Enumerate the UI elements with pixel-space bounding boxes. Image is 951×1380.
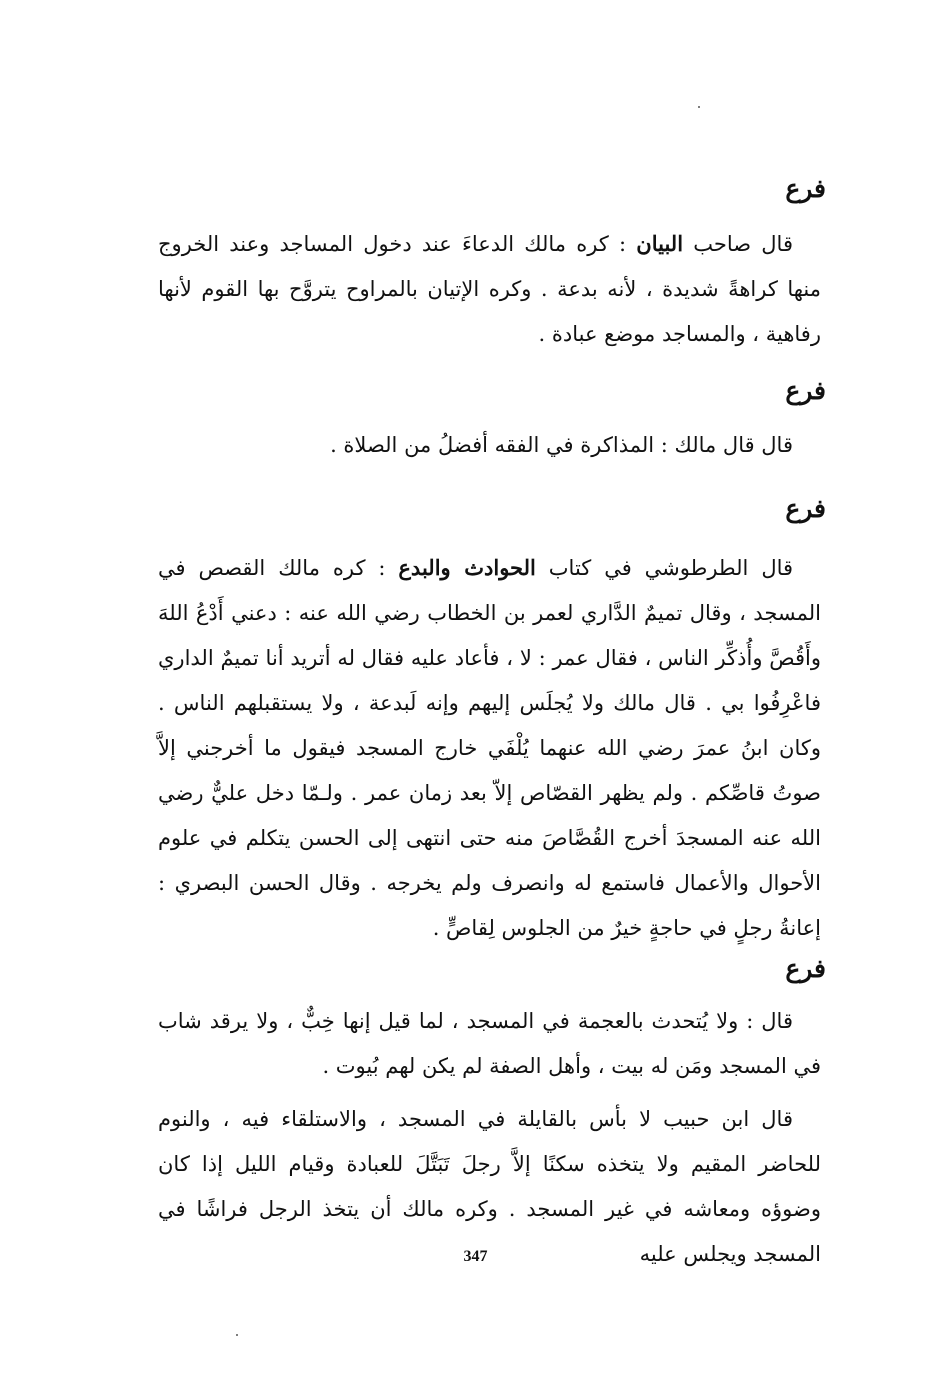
paragraph: قال قال مالك : المذاكرة في الفقه أفضلُ من الصلاة . xyxy=(330,433,793,457)
paragraph: قال صاحب البيان : كره مالك الدعاءَ عند دخول المساجد وعند الخروج منها كراهةً شديدة ، لأنه بدعة . وكره الإتيان بالمراوح يتروَّح بها القوم لأنها رفاهية ، والمساجد موضع عبادة . xyxy=(158,231,821,346)
section-heading: فرع xyxy=(785,174,826,203)
paragraph: قال : ولا يُتحدث بالعجمة في المسجد ، لما قيل إنها خِبٌّ ، ولا يرقد شاب في المسجد ومَن له بيت ، وأهل الصفة لم يكن لهم بُيوت . xyxy=(158,1009,821,1078)
section-body xyxy=(158,423,821,468)
section-body xyxy=(158,545,821,951)
section-body xyxy=(158,999,821,1277)
scan-speck xyxy=(698,106,700,108)
section-heading: فرع xyxy=(785,494,826,523)
section-body xyxy=(158,221,821,357)
paragraph: قال الطرطوشي في كتاب الحوادث والبدع : كره مالك القصص في المسجد ، وقال تميمٌ الدَّاري لعمر بن الخطاب رضي الله عنه : دعني أَدْعُ اللهَ وأَقُصَّ وأُذكِّر الناس ، فقال عمر : لا ، فأعاد عليه فقال له أتريد أنا تميمٌ الداري فاعْرِفُوا بي . قال مالك ولا يُجلَس إليهم وإنه لَبدعة ، ولا يستقبلهم الناس . وكان ابنُ عمرَ رضي الله عنهما يُلْفَي خارج المسجد فيقول ما أخرجني إلاَّ صوتُ قاصِّكم . ولم يظهر القصّاص إلاّ بعد زمان عمر . ولـمّا دخل عليٌّ رضي الله عنه المسجدَ أخرج القُصَّاصَ منه حتى انتهى إلى الحسن يتكلم في علوم الأحوال والأعمال فاستمع له وانصرف ولم يخرجه . وقال الحسن البصري : إعانةُ رجلٍ في حاجةٍ خيرٌ من الجلوس لِقاصٍّ . xyxy=(158,555,821,940)
scan-speck xyxy=(236,1334,238,1336)
paragraph: قال ابن حبيب لا بأس بالقايلة في المسجد ، والاستلقاء فيه ، والنوم للحاضر المقيم ولا يتخذه سكنًا إلاَّ رجلَ تَبَتَّلَ للعبادة وقيام الليل إذا كان وضوؤه ومعاشه في غير المسجد . وكره مالك أن يتخذ الرجل فراشًا في المسجد ويجلس عليه xyxy=(158,1107,821,1266)
section-heading: فرع xyxy=(785,954,826,983)
book-title: الحوادث والبدع xyxy=(398,555,536,580)
book-title: البيان xyxy=(636,231,684,256)
page-number: 347 xyxy=(463,1248,488,1265)
section-heading: فرع xyxy=(785,376,826,405)
